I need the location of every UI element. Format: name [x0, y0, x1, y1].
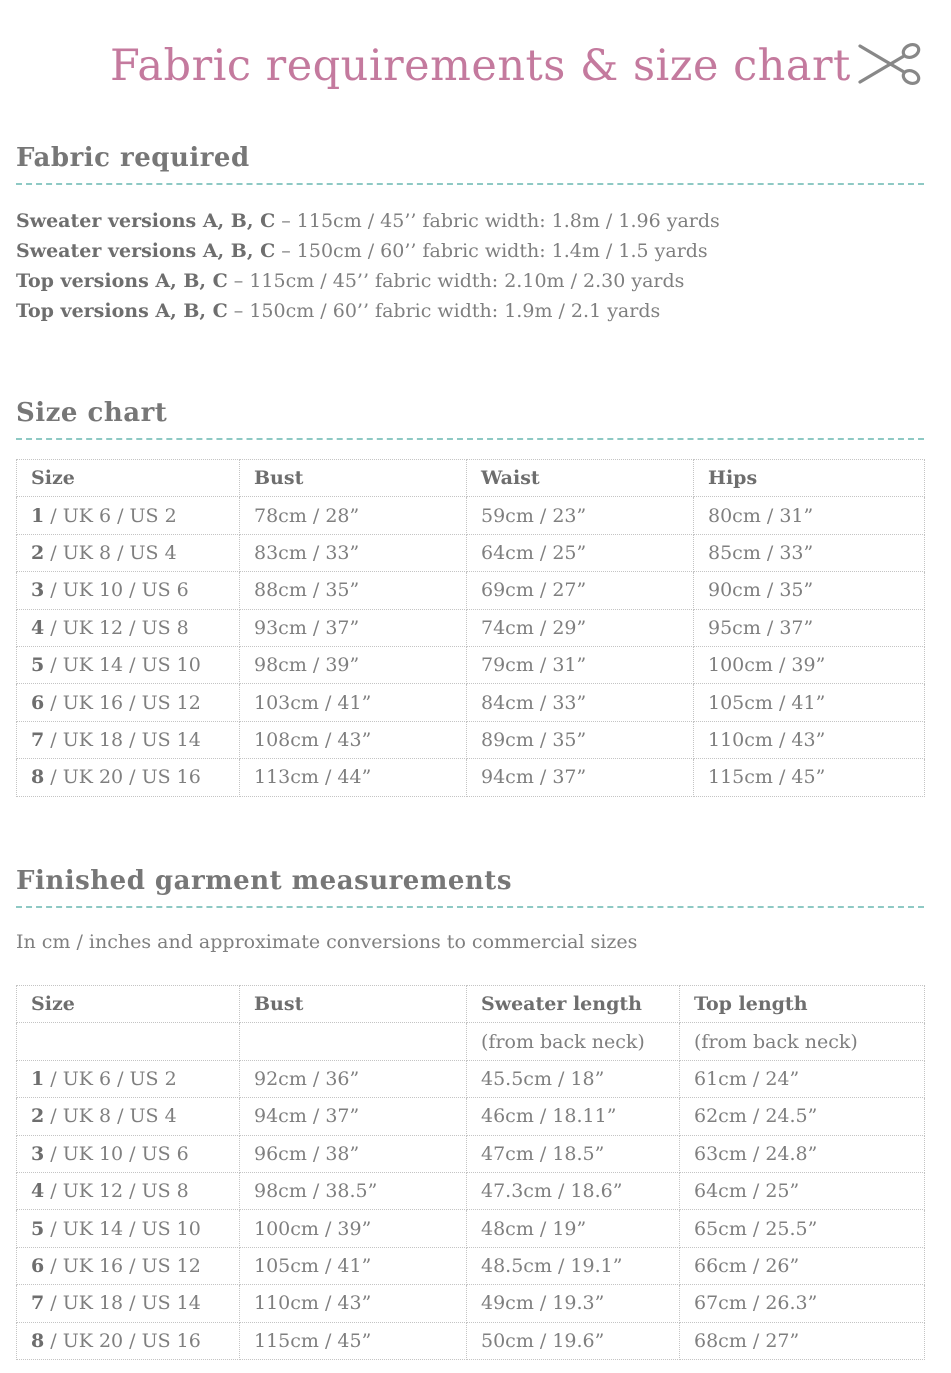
size-label: / UK 10 / US 6: [44, 579, 189, 602]
size-cell: [17, 497, 240, 534]
size-label: / UK 20 / US 16: [44, 1329, 201, 1352]
size-cell: [17, 534, 240, 571]
size-number: 2: [31, 541, 45, 564]
size-label: / UK 14 / US 10: [44, 654, 201, 677]
table-row: [17, 1098, 925, 1135]
size-label: / UK 10 / US 6: [44, 1142, 189, 1165]
waist-cell: 79cm / 31”: [467, 646, 694, 683]
bust-cell: 93cm / 37”: [240, 609, 467, 646]
hips-cell: 105cm / 41”: [694, 684, 925, 721]
size-label: / UK 8 / US 4: [44, 541, 177, 564]
sweater-length-cell: 46cm / 18.11”: [467, 1098, 680, 1135]
size-cell: [17, 1098, 240, 1135]
size-label: / UK 8 / US 4: [44, 1105, 177, 1128]
size-number: 6: [31, 1254, 45, 1277]
fabric-line: [16, 206, 720, 236]
fabric-line-label: Top versions A, B, C: [16, 300, 228, 322]
size-chart-divider: [16, 438, 924, 440]
table-row: [17, 534, 925, 571]
header-sweater-length: Sweater length: [467, 986, 680, 1023]
size-label: / UK 16 / US 12: [44, 691, 201, 714]
fabric-line-label: Sweater versions A, B, C: [16, 240, 276, 262]
hips-cell: 85cm / 33”: [694, 534, 925, 571]
subheader-sweater-length: (from back neck): [467, 1023, 680, 1060]
bust-cell: 115cm / 45”: [240, 1322, 467, 1359]
size-label: / UK 14 / US 10: [44, 1217, 201, 1240]
header-top-length: Top length: [680, 986, 925, 1023]
fabric-line-text: – 150cm / 60’’ fabric width: 1.9m / 2.1 yards: [227, 300, 661, 322]
waist-cell: 69cm / 27”: [467, 572, 694, 609]
garment-subtitle: In cm / inches and approximate conversions to commercial sizes: [16, 931, 638, 953]
scissors-icon: [854, 40, 924, 88]
top-length-cell: 64cm / 25”: [680, 1172, 925, 1209]
table-row: [17, 759, 925, 796]
waist-cell: 74cm / 29”: [467, 609, 694, 646]
table-row: [17, 572, 925, 609]
size-label: / UK 20 / US 16: [44, 766, 201, 789]
table-row: [17, 1060, 925, 1097]
size-number: 1: [31, 504, 45, 527]
size-number: 4: [31, 616, 45, 639]
subheader-bust: [240, 1023, 467, 1060]
hips-cell: 90cm / 35”: [694, 572, 925, 609]
hips-cell: 110cm / 43”: [694, 721, 925, 758]
subheader-top-length: (from back neck): [680, 1023, 925, 1060]
garment-measurements-table: [16, 985, 925, 1360]
table-row: [17, 497, 925, 534]
size-cell: [17, 609, 240, 646]
size-chart-table: [16, 459, 925, 797]
hips-cell: 95cm / 37”: [694, 609, 925, 646]
table-row: [17, 646, 925, 683]
size-cell: [17, 646, 240, 683]
bust-cell: 78cm / 28”: [240, 497, 467, 534]
table-row: [17, 1247, 925, 1284]
size-cell: [17, 1210, 240, 1247]
header-size: Size: [17, 986, 240, 1023]
hips-cell: 80cm / 31”: [694, 497, 925, 534]
size-cell: [17, 1135, 240, 1172]
bust-cell: 113cm / 44”: [240, 759, 467, 796]
size-label: / UK 6 / US 2: [44, 504, 177, 527]
bust-cell: 98cm / 38.5”: [240, 1172, 467, 1209]
top-length-cell: 66cm / 26”: [680, 1247, 925, 1284]
size-number: 2: [31, 1105, 45, 1128]
size-cell: [17, 1247, 240, 1284]
size-label: / UK 18 / US 14: [44, 728, 201, 751]
size-number: 5: [31, 654, 45, 677]
fabric-line-label: Top versions A, B, C: [16, 270, 228, 292]
size-cell: [17, 1322, 240, 1359]
size-chart-title: Size chart: [16, 398, 168, 428]
size-cell: [17, 1172, 240, 1209]
table-row: [17, 1322, 925, 1359]
top-length-cell: 68cm / 27”: [680, 1322, 925, 1359]
bust-cell: 105cm / 41”: [240, 1247, 467, 1284]
garment-divider: [16, 906, 924, 908]
waist-cell: 64cm / 25”: [467, 534, 694, 571]
fabric-line-label: Sweater versions A, B, C: [16, 210, 276, 232]
size-number: 7: [31, 728, 45, 751]
fabric-line: [16, 236, 720, 266]
size-number: 4: [31, 1180, 45, 1203]
sweater-length-cell: 47.3cm / 18.6”: [467, 1172, 680, 1209]
bust-cell: 83cm / 33”: [240, 534, 467, 571]
top-length-cell: 61cm / 24”: [680, 1060, 925, 1097]
table-row: [17, 684, 925, 721]
top-length-cell: 63cm / 24.8”: [680, 1135, 925, 1172]
fabric-line-text: – 150cm / 60’’ fabric width: 1.4m / 1.5 yards: [275, 240, 708, 262]
sweater-length-cell: 47cm / 18.5”: [467, 1135, 680, 1172]
subheader-size: [17, 1023, 240, 1060]
page-title: Fabric requirements & size chart: [110, 41, 851, 91]
size-number: 8: [31, 766, 45, 789]
bust-cell: 92cm / 36”: [240, 1060, 467, 1097]
size-number: 3: [31, 1142, 45, 1165]
size-number: 1: [31, 1067, 45, 1090]
table-row: [17, 609, 925, 646]
bust-cell: 100cm / 39”: [240, 1210, 467, 1247]
fabric-line: [16, 296, 720, 326]
size-cell: [17, 572, 240, 609]
bust-cell: 88cm / 35”: [240, 572, 467, 609]
size-number: 3: [31, 579, 45, 602]
waist-cell: 84cm / 33”: [467, 684, 694, 721]
fabric-line-text: – 115cm / 45’’ fabric width: 2.10m / 2.30 yards: [227, 270, 685, 292]
waist-cell: 89cm / 35”: [467, 721, 694, 758]
table-row: [17, 1172, 925, 1209]
bust-cell: 108cm / 43”: [240, 721, 467, 758]
sweater-length-cell: 48.5cm / 19.1”: [467, 1247, 680, 1284]
fabric-line: [16, 266, 720, 296]
table-row: [17, 1135, 925, 1172]
waist-cell: 59cm / 23”: [467, 497, 694, 534]
hips-cell: 100cm / 39”: [694, 646, 925, 683]
sweater-length-cell: 50cm / 19.6”: [467, 1322, 680, 1359]
header-waist: Waist: [467, 460, 694, 497]
table-row: [17, 1285, 925, 1322]
garment-section-title: Finished garment measurements: [16, 866, 512, 896]
table-row: [17, 1210, 925, 1247]
sweater-length-cell: 45.5cm / 18”: [467, 1060, 680, 1097]
size-number: 8: [31, 1329, 45, 1352]
header-size: Size: [17, 460, 240, 497]
table-header-row: [17, 460, 925, 497]
size-cell: [17, 684, 240, 721]
size-cell: [17, 1060, 240, 1097]
fabric-line-text: – 115cm / 45’’ fabric width: 1.8m / 1.96 yards: [275, 210, 720, 232]
hips-cell: 115cm / 45”: [694, 759, 925, 796]
top-length-cell: 62cm / 24.5”: [680, 1098, 925, 1135]
header-bust: Bust: [240, 460, 467, 497]
size-label: / UK 6 / US 2: [44, 1067, 177, 1090]
sweater-length-cell: 49cm / 19.3”: [467, 1285, 680, 1322]
bust-cell: 94cm / 37”: [240, 1098, 467, 1135]
table-row: [17, 721, 925, 758]
waist-cell: 94cm / 37”: [467, 759, 694, 796]
table-subheader-row: [17, 1023, 925, 1060]
top-length-cell: 67cm / 26.3”: [680, 1285, 925, 1322]
bust-cell: 103cm / 41”: [240, 684, 467, 721]
size-label: / UK 12 / US 8: [44, 616, 189, 639]
sweater-length-cell: 48cm / 19”: [467, 1210, 680, 1247]
top-length-cell: 65cm / 25.5”: [680, 1210, 925, 1247]
bust-cell: 96cm / 38”: [240, 1135, 467, 1172]
fabric-requirements-list: [16, 206, 720, 326]
size-number: 5: [31, 1217, 45, 1240]
size-label: / UK 18 / US 14: [44, 1292, 201, 1315]
size-number: 6: [31, 691, 45, 714]
size-label: / UK 12 / US 8: [44, 1180, 189, 1203]
header-hips: Hips: [694, 460, 925, 497]
size-cell: [17, 759, 240, 796]
fabric-section-title: Fabric required: [16, 143, 250, 173]
size-label: / UK 16 / US 12: [44, 1254, 201, 1277]
table-header-row: [17, 986, 925, 1023]
bust-cell: 110cm / 43”: [240, 1285, 467, 1322]
header-bust: Bust: [240, 986, 467, 1023]
fabric-divider: [16, 183, 924, 185]
size-cell: [17, 721, 240, 758]
bust-cell: 98cm / 39”: [240, 646, 467, 683]
size-number: 7: [31, 1292, 45, 1315]
size-cell: [17, 1285, 240, 1322]
